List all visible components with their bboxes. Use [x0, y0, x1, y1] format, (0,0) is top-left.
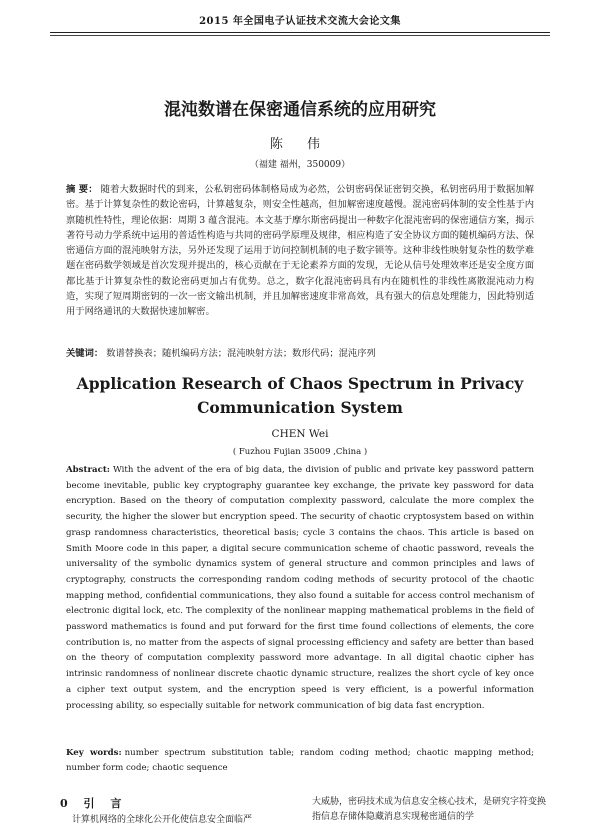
- chinese-abstract-label: 摘 要：: [66, 184, 98, 195]
- english-abstract-text: With the advent of the era of big data, the division of public and private key password pattern become inevitable, public key cryptography guarantee key exchange, the private key password for data encryption. Based on the theory of computation complexity password, calculate the more complex the security, the higher the slower but encryption speed. The security of chaotic cryptosystem based on within grasp randomness characteristics, theoretical basis; cycle 3 contains the chaos. This article is based on Smith Moore code in this paper, a digital secure communication scheme of chaotic password, reveals the universality of the symbolic dynamics system of general structure and common principles and laws of cryptography, constructs the corresponding random coding methods of security protocol of the chaotic mapping method, confidential communications, they also found a suitable for access control mechanism of electronic digital lock, etc. The complexity of the nonlinear mapping mathematical problems in the field of password mathematics is found and put forward for the first time found collections of elements, the core contribution is, no matter from the aspects of signal processing efficiency and safety are better than based on the theory of computation complexity password more advantage. In all digital chaotic cipher has intrinsic randomness of nonlinear discrete chaotic dynamic structure, realizes the short cycle of key once a cipher text output system, and the encryption speed is very efficient, is a powerful information processing ability, so especially suitable for network communication of big data fast encryption.: [66, 465, 534, 711]
- chinese-keywords: [66, 346, 534, 361]
- english-abstract-label: Abstract:: [66, 465, 110, 475]
- english-title: [0, 372, 600, 420]
- english-keywords: [66, 746, 534, 775]
- english-keywords-text: number spectrum substitution table; random coding method; chaotic mapping method; number form code; chaotic sequence: [66, 748, 534, 773]
- chinese-abstract-text: 随着大数据时代的到来，公私钥密码体制格局成为必然，公钥密码保证密钥交换，私钥密码用于数据加解密。基于计算复杂性的数论密码，计算越复杂，则安全性越高，但加解密速度越慢。混沌密码体制的安全性基于内禀随机性特性，理论依据：周期 3 蕴含混沌。本文基于摩尔斯密码提出一种数字化混沌密码的保密通信方案，揭示著符号动力学系统中运用的普适性构造与共同的密码学原理及规律，相应构造了安全协议方面的随机编码方法、保密通信方面的混沌映射方法，另外还发现了运用于访问控制机制的电子数字锁等。这种非线性映射复杂性的数学难题在密码数学领域是首次发现并提出的，核心贡献在于无论素养方面的发现，无论从信号处理效率还是安全度方面都比基于计算复杂性的数论密码更加占有优势。总之，数字化混沌密码具有内在随机性的非线性离散混沌动力构造，实现了短周期密钥的一次一密文输出机制，并且加解密速度非常高效，具有强大的信息处理能力，因此特别适用于网络通讯的大数据快速加解密。: [66, 184, 534, 318]
- english-affiliation: ( Fuzhou Fujian 35009 ,China ): [232, 447, 368, 457]
- english-author: CHEN Wei: [271, 428, 329, 440]
- header-rule-thin: [50, 35, 550, 36]
- header-rule: [50, 32, 550, 33]
- chinese-abstract: [66, 182, 534, 320]
- running-header: 2015 年全国电子认证技术交流大会论文集: [199, 16, 401, 27]
- chinese-affiliation: （福建 福州，350009）: [249, 160, 351, 170]
- english-abstract: [66, 463, 534, 714]
- intro-right-column: 大威胁，密码技术成为信息安全核心技术，是研究字符变换指信息存储体隐藏消息实现秘密通信的学: [312, 797, 547, 822]
- english-title-line2: Communication System: [197, 398, 403, 417]
- english-keywords-label: Key words:: [66, 748, 122, 758]
- chinese-title: 混沌数谱在保密通信系统的应用研究: [164, 100, 436, 120]
- chinese-keywords-label: 关键词：: [66, 348, 104, 359]
- english-title-line1: Application Research of Chaos Spectrum in Privacy: [76, 374, 524, 393]
- intro-left-column: 计算机网络的全球化公开化使信息安全面临严: [72, 815, 253, 825]
- chinese-keywords-text: 数谱替换表；随机编码方法；混沌映射方法；数形代码；混沌序列: [106, 348, 376, 359]
- intro-heading: 0 引 言: [60, 797, 128, 810]
- chinese-author: 陈 伟: [269, 137, 331, 152]
